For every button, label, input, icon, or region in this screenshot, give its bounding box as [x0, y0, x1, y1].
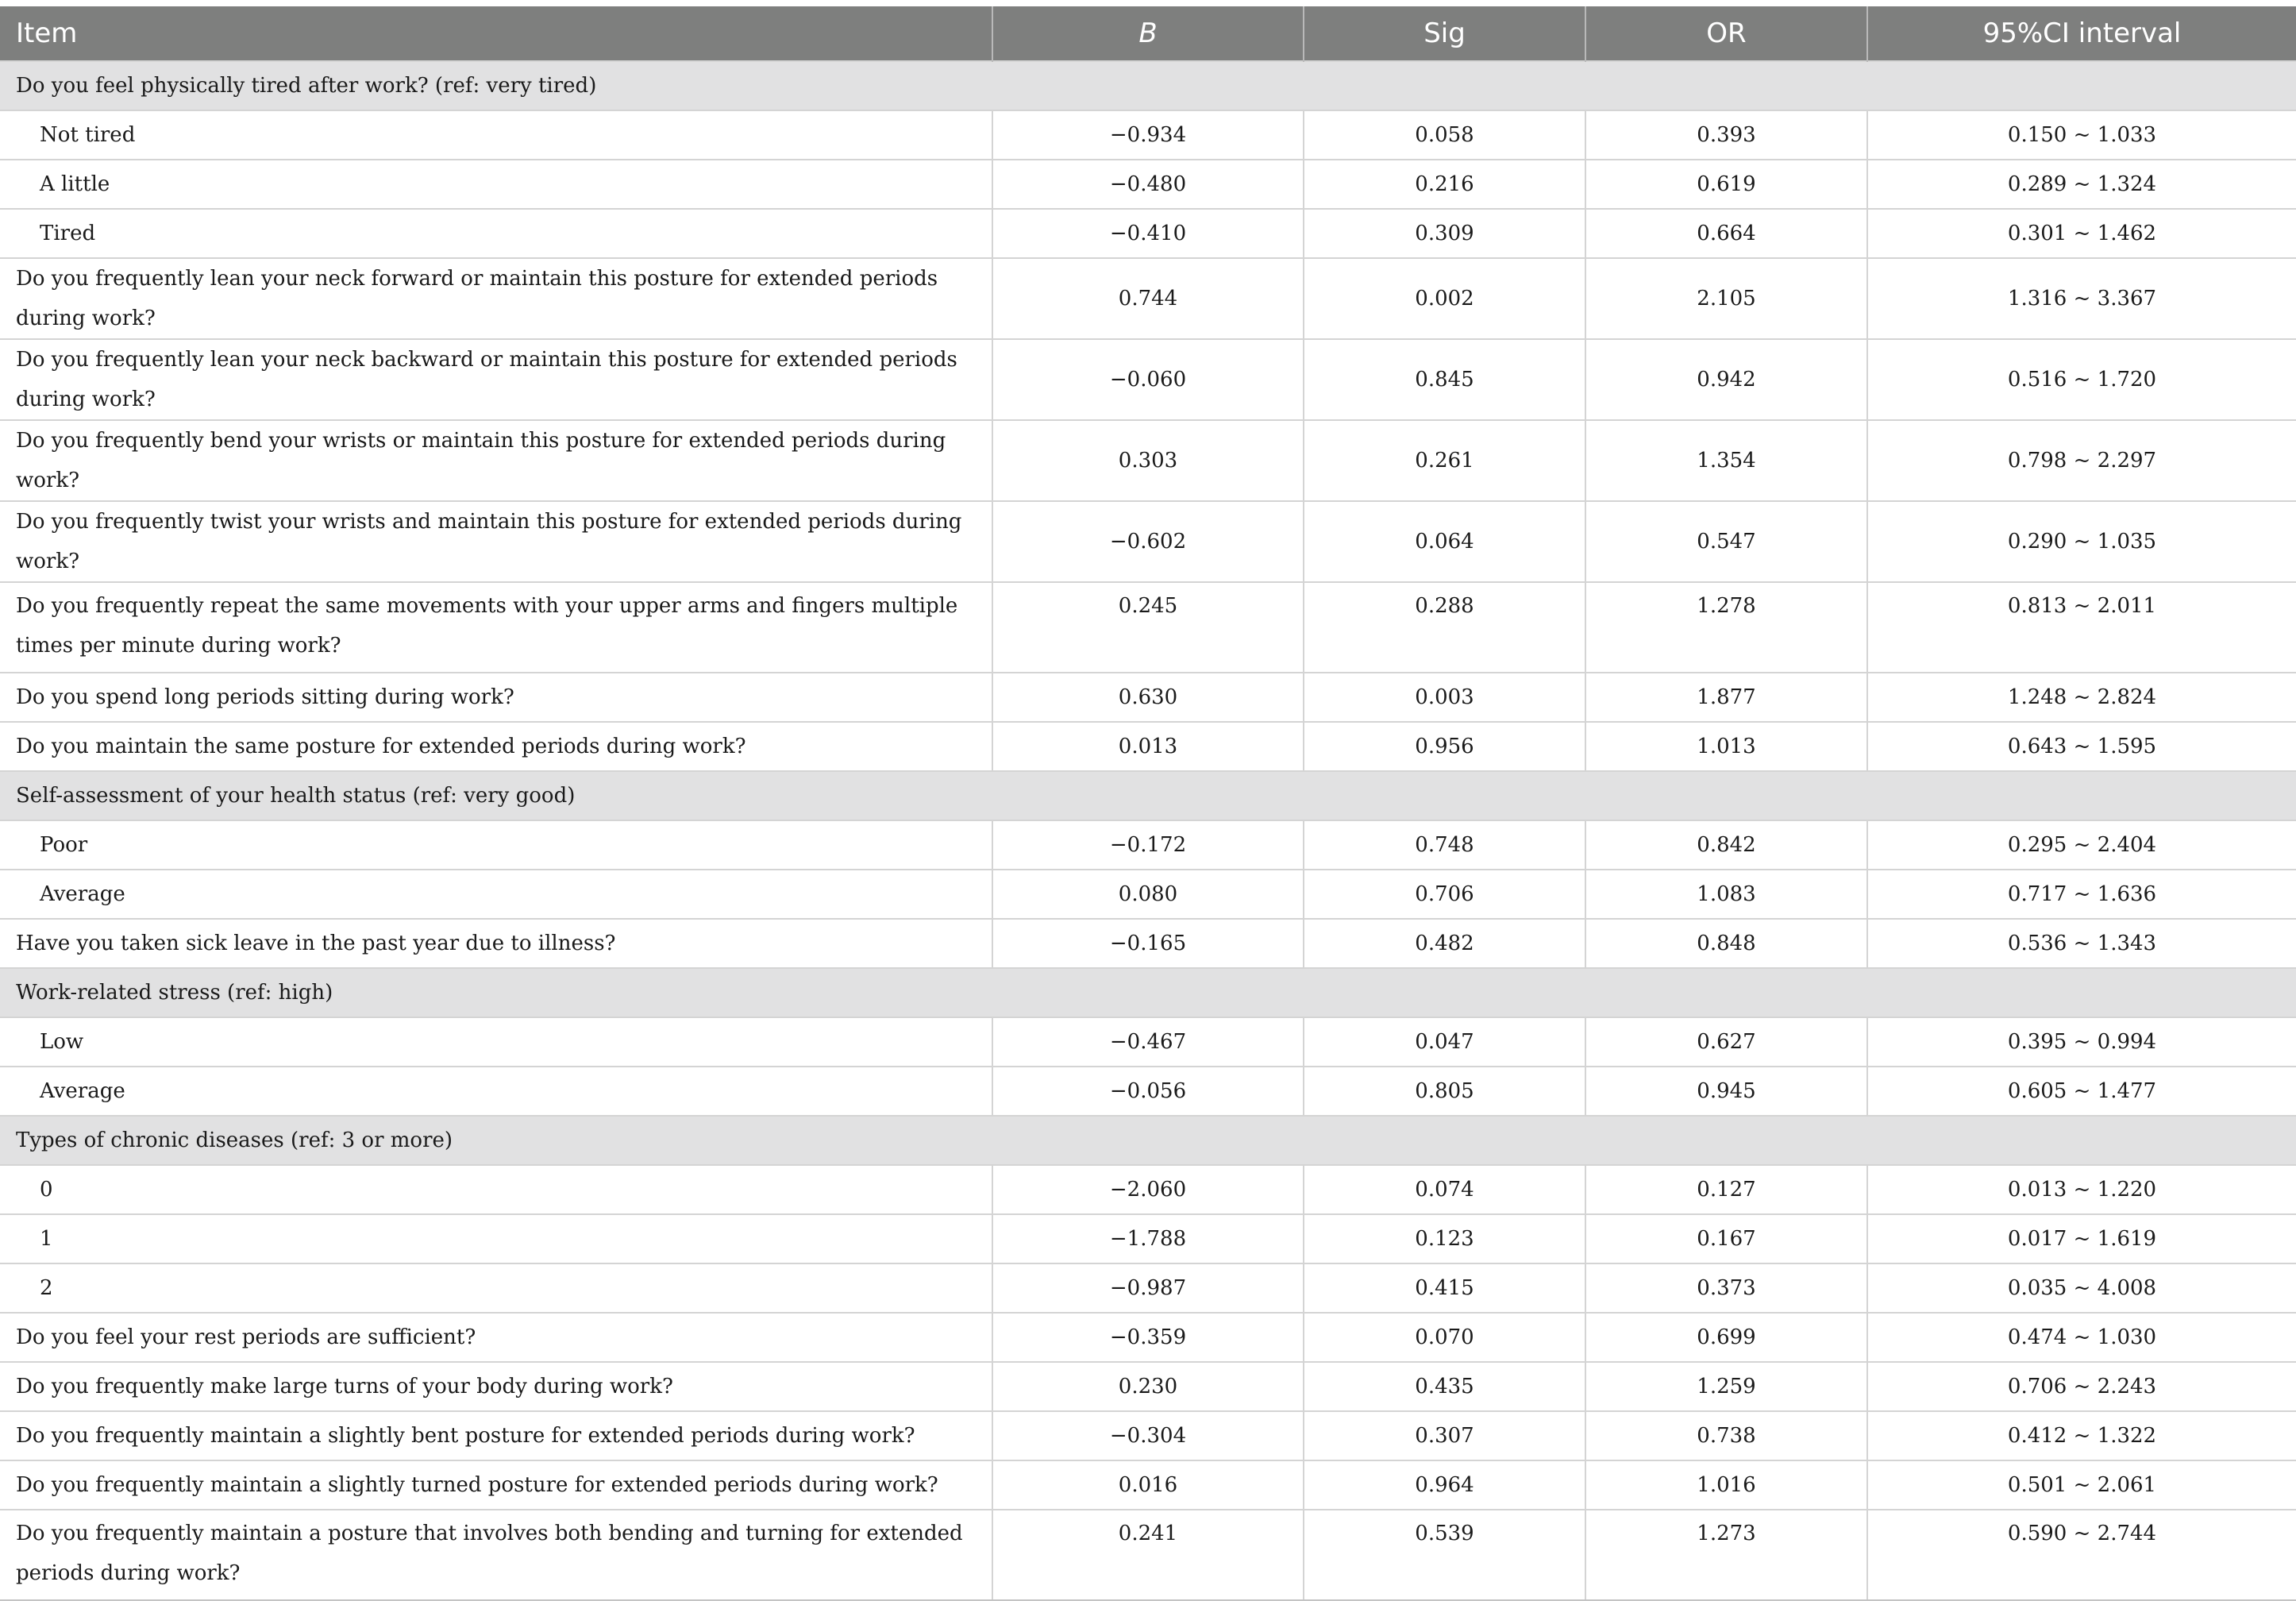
table-row	[0, 870, 2296, 919]
b-cell: 0.013	[992, 722, 1304, 771]
b-cell: 0.016	[992, 1460, 1304, 1510]
or-cell: 0.942	[1585, 339, 1867, 420]
header-ci: 95%CI interval	[1867, 6, 2296, 61]
item-cell: Not tired	[0, 110, 992, 160]
header-sig: Sig	[1304, 6, 1585, 61]
sig-cell: 0.748	[1304, 820, 1585, 870]
ci-cell: 0.013 ~ 1.220	[1867, 1165, 2296, 1214]
item-cell: Do you feel your rest periods are sufficient?	[0, 1313, 992, 1362]
table-row	[0, 339, 2296, 420]
sig-cell: 0.309	[1304, 209, 1585, 258]
table-row	[0, 1510, 2296, 1600]
b-cell: −0.410	[992, 209, 1304, 258]
ci-cell: 0.395 ~ 0.994	[1867, 1017, 2296, 1067]
item-cell: Average	[0, 870, 992, 919]
table-row	[0, 582, 2296, 673]
b-cell: 0.080	[992, 870, 1304, 919]
sig-cell: 0.070	[1304, 1313, 1585, 1362]
item-cell: Do you frequently lean your neck backward or maintain this posture for extended periods during work?	[0, 339, 992, 420]
sig-cell: 0.216	[1304, 160, 1585, 209]
item-cell: Poor	[0, 820, 992, 870]
item-cell: Do you frequently repeat the same movements with your upper arms and fingers multiple times per minute during work?	[0, 582, 992, 673]
item-cell: Do you frequently bend your wrists or maintain this posture for extended periods during work?	[0, 420, 992, 501]
table-row	[0, 420, 2296, 501]
sig-cell: 0.845	[1304, 339, 1585, 420]
ci-cell: 0.289 ~ 1.324	[1867, 160, 2296, 209]
b-cell: −0.359	[992, 1313, 1304, 1362]
or-cell: 0.699	[1585, 1313, 1867, 1362]
item-cell: Average	[0, 1067, 992, 1116]
b-cell: −0.602	[992, 501, 1304, 582]
or-cell: 0.619	[1585, 160, 1867, 209]
table-row	[0, 919, 2296, 968]
item-cell: Do you frequently maintain a slightly bent posture for extended periods during work?	[0, 1411, 992, 1460]
item-cell: Do you spend long periods sitting during work?	[0, 673, 992, 722]
table-row	[0, 1263, 2296, 1313]
b-cell: −0.056	[992, 1067, 1304, 1116]
or-cell: 1.016	[1585, 1460, 1867, 1510]
or-cell: 1.278	[1585, 582, 1867, 673]
table-row	[0, 1460, 2296, 1510]
item-cell: Do you frequently make large turns of your body during work?	[0, 1362, 992, 1411]
sig-cell: 0.956	[1304, 722, 1585, 771]
item-cell: Have you taken sick leave in the past year due to illness?	[0, 919, 992, 968]
table-body	[0, 61, 2296, 1600]
ci-cell: 0.295 ~ 2.404	[1867, 820, 2296, 870]
sig-cell: 0.415	[1304, 1263, 1585, 1313]
ci-cell: 0.643 ~ 1.595	[1867, 722, 2296, 771]
b-cell: −0.480	[992, 160, 1304, 209]
group-label: Work-related stress (ref: high)	[0, 968, 2296, 1017]
sig-cell: 0.435	[1304, 1362, 1585, 1411]
ci-cell: 0.813 ~ 2.011	[1867, 582, 2296, 673]
or-cell: 1.354	[1585, 420, 1867, 501]
ci-cell: 0.035 ~ 4.008	[1867, 1263, 2296, 1313]
ci-cell: 0.150 ~ 1.033	[1867, 110, 2296, 160]
item-cell: A little	[0, 160, 992, 209]
or-cell: 1.259	[1585, 1362, 1867, 1411]
table-row	[0, 1313, 2296, 1362]
ci-cell: 1.248 ~ 2.824	[1867, 673, 2296, 722]
sig-cell: 0.058	[1304, 110, 1585, 160]
or-cell: 2.105	[1585, 258, 1867, 339]
table-row	[0, 1362, 2296, 1411]
or-cell: 0.373	[1585, 1263, 1867, 1313]
group-label: Types of chronic diseases (ref: 3 or more)	[0, 1116, 2296, 1165]
ci-cell: 0.301 ~ 1.462	[1867, 209, 2296, 258]
ci-cell: 0.474 ~ 1.030	[1867, 1313, 2296, 1362]
item-cell: Do you maintain the same posture for extended periods during work?	[0, 722, 992, 771]
sig-cell: 0.074	[1304, 1165, 1585, 1214]
sig-cell: 0.964	[1304, 1460, 1585, 1510]
table-row	[0, 258, 2296, 339]
table-row	[0, 501, 2296, 582]
item-cell: Do you frequently twist your wrists and maintain this posture for extended periods during work?	[0, 501, 992, 582]
sig-cell: 0.123	[1304, 1214, 1585, 1263]
table-row	[0, 1067, 2296, 1116]
b-cell: 0.630	[992, 673, 1304, 722]
group-header-row	[0, 771, 2296, 820]
group-label: Self-assessment of your health status (ref: very good)	[0, 771, 2296, 820]
or-cell: 0.393	[1585, 110, 1867, 160]
b-cell: 0.303	[992, 420, 1304, 501]
header-b: B	[992, 6, 1304, 61]
header-row	[0, 6, 2296, 61]
sig-cell: 0.064	[1304, 501, 1585, 582]
sig-cell: 0.002	[1304, 258, 1585, 339]
ci-cell: 0.501 ~ 2.061	[1867, 1460, 2296, 1510]
item-cell: Do you frequently maintain a posture that involves both bending and turning for extended periods during work?	[0, 1510, 992, 1600]
item-cell: 2	[0, 1263, 992, 1313]
header-or: OR	[1585, 6, 1867, 61]
b-cell: 0.241	[992, 1510, 1304, 1600]
regression-table	[0, 6, 2296, 1601]
table-row	[0, 1214, 2296, 1263]
ci-cell: 0.605 ~ 1.477	[1867, 1067, 2296, 1116]
table-row	[0, 1411, 2296, 1460]
b-cell: −0.987	[992, 1263, 1304, 1313]
sig-cell: 0.805	[1304, 1067, 1585, 1116]
sig-cell: 0.539	[1304, 1510, 1585, 1600]
ci-cell: 0.516 ~ 1.720	[1867, 339, 2296, 420]
or-cell: 0.664	[1585, 209, 1867, 258]
table-row	[0, 722, 2296, 771]
table-row	[0, 1165, 2296, 1214]
or-cell: 0.127	[1585, 1165, 1867, 1214]
sig-cell: 0.706	[1304, 870, 1585, 919]
item-cell: Do you frequently lean your neck forward or maintain this posture for extended periods during work?	[0, 258, 992, 339]
or-cell: 0.738	[1585, 1411, 1867, 1460]
b-cell: −0.934	[992, 110, 1304, 160]
or-cell: 0.848	[1585, 919, 1867, 968]
ci-cell: 0.706 ~ 2.243	[1867, 1362, 2296, 1411]
b-cell: −0.304	[992, 1411, 1304, 1460]
table-row	[0, 820, 2296, 870]
table-row	[0, 673, 2296, 722]
ci-cell: 0.290 ~ 1.035	[1867, 501, 2296, 582]
or-cell: 0.945	[1585, 1067, 1867, 1116]
item-cell: Do you frequently maintain a slightly turned posture for extended periods during work?	[0, 1460, 992, 1510]
b-cell: −1.788	[992, 1214, 1304, 1263]
item-cell: 1	[0, 1214, 992, 1263]
table-header	[0, 6, 2296, 61]
item-cell: Tired	[0, 209, 992, 258]
ci-cell: 0.412 ~ 1.322	[1867, 1411, 2296, 1460]
b-cell: −0.060	[992, 339, 1304, 420]
or-cell: 0.167	[1585, 1214, 1867, 1263]
table-row	[0, 1017, 2296, 1067]
group-header-row	[0, 968, 2296, 1017]
ci-cell: 1.316 ~ 3.367	[1867, 258, 2296, 339]
table-row	[0, 209, 2296, 258]
sig-cell: 0.003	[1304, 673, 1585, 722]
header-item: Item	[0, 6, 992, 61]
or-cell: 1.273	[1585, 1510, 1867, 1600]
b-cell: −0.172	[992, 820, 1304, 870]
or-cell: 0.627	[1585, 1017, 1867, 1067]
group-header-row	[0, 61, 2296, 110]
item-cell: Low	[0, 1017, 992, 1067]
ci-cell: 0.717 ~ 1.636	[1867, 870, 2296, 919]
ci-cell: 0.798 ~ 2.297	[1867, 420, 2296, 501]
group-label: Do you feel physically tired after work? (ref: very tired)	[0, 61, 2296, 110]
or-cell: 1.013	[1585, 722, 1867, 771]
table-row	[0, 110, 2296, 160]
b-cell: 0.245	[992, 582, 1304, 673]
or-cell: 0.547	[1585, 501, 1867, 582]
b-cell: −0.467	[992, 1017, 1304, 1067]
group-header-row	[0, 1116, 2296, 1165]
sig-cell: 0.288	[1304, 582, 1585, 673]
b-cell: −2.060	[992, 1165, 1304, 1214]
ci-cell: 0.536 ~ 1.343	[1867, 919, 2296, 968]
table-row	[0, 160, 2296, 209]
sig-cell: 0.261	[1304, 420, 1585, 501]
item-cell: 0	[0, 1165, 992, 1214]
or-cell: 0.842	[1585, 820, 1867, 870]
b-cell: −0.165	[992, 919, 1304, 968]
or-cell: 1.877	[1585, 673, 1867, 722]
b-cell: 0.230	[992, 1362, 1304, 1411]
sig-cell: 0.047	[1304, 1017, 1585, 1067]
ci-cell: 0.017 ~ 1.619	[1867, 1214, 2296, 1263]
or-cell: 1.083	[1585, 870, 1867, 919]
sig-cell: 0.307	[1304, 1411, 1585, 1460]
sig-cell: 0.482	[1304, 919, 1585, 968]
ci-cell: 0.590 ~ 2.744	[1867, 1510, 2296, 1600]
b-cell: 0.744	[992, 258, 1304, 339]
